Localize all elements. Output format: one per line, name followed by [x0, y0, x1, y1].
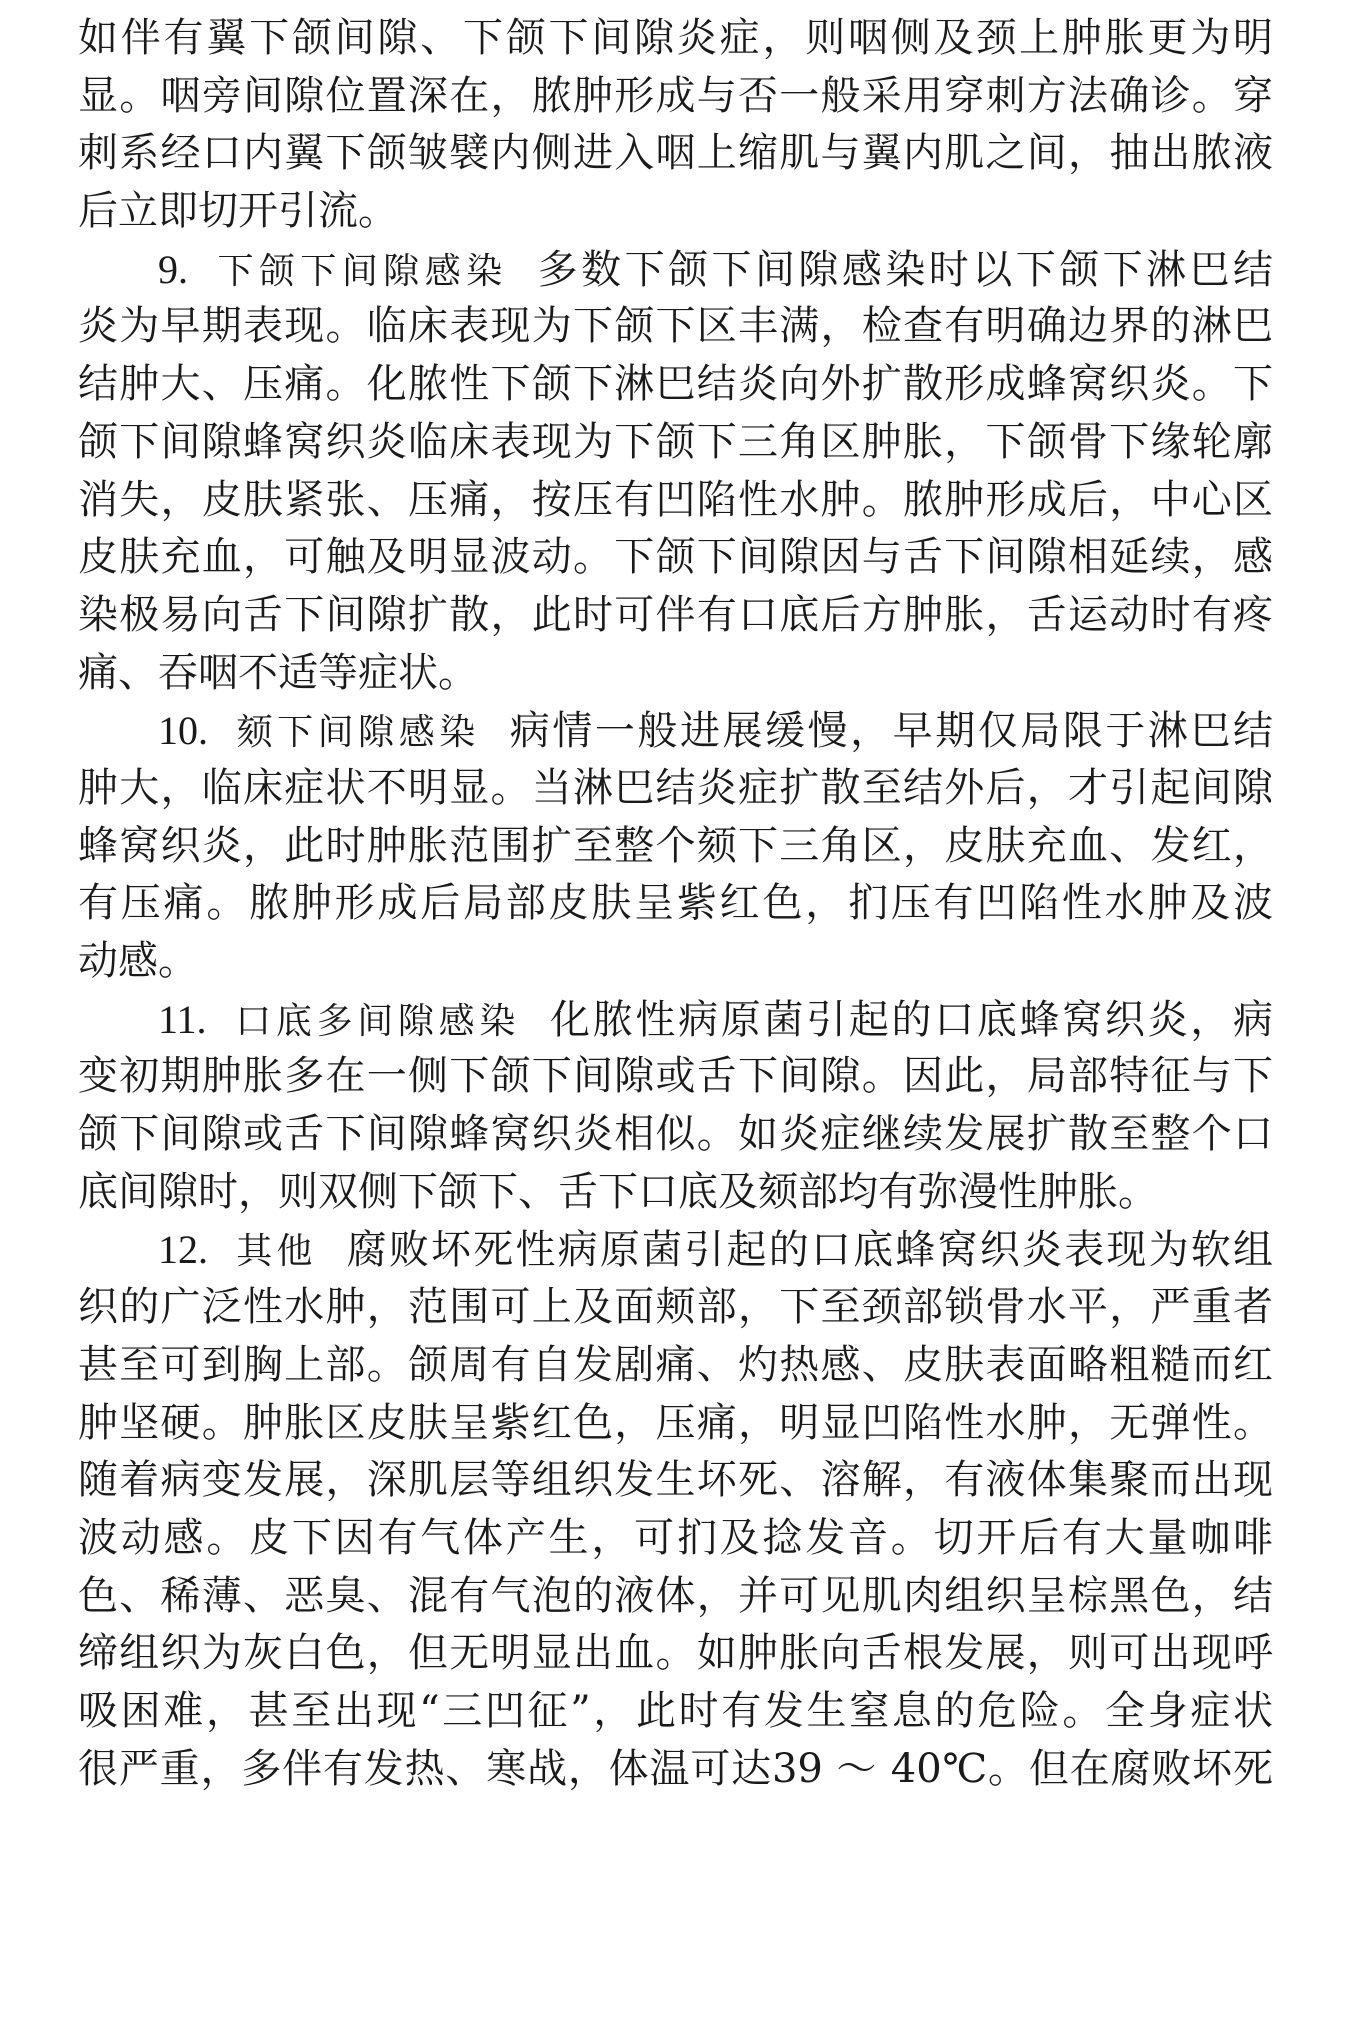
text-line: 结肿大、压痛。化脓性下颌下淋巴结炎向外扩散形成蜂窝织炎。下 [78, 361, 1273, 408]
text-line: 皮肤充血，可触及明显波动。下颌下间隙因与舌下间隙相延续，感 [78, 534, 1273, 581]
text-line: 颌下间隙蜂窝织炎临床表现为下颌下三角区肿胀，下颌骨下缘轮廓 [78, 418, 1273, 465]
section-heading: 口底多间隙感染 [232, 1000, 521, 1042]
text-line: 如伴有翼下颌间隙、下颌下间隙炎症，则咽侧及颈上肿胀更为明 [78, 15, 1273, 61]
text-line: 缔组织为灰白色，但无明显出血。如肿胀向舌根发展，则可出现呼 [78, 1630, 1273, 1677]
section-heading: 颏下间隙感染 [234, 712, 480, 754]
section-heading: 下颌下间隙感染 [214, 250, 508, 292]
text-line: 织的广泛性水肿，范围可上及面颊部，下至颈部锁骨水平，严重者 [78, 1284, 1273, 1331]
text-line [78, 702, 1273, 760]
section-number: 10. [158, 708, 208, 754]
text-line: 甚至可到胸上部。颌周有自发剧痛、灼热感、皮肤表面略粗糙而红 [78, 1341, 1273, 1388]
section-number: 12. [158, 1227, 208, 1273]
line-text: 多数下颌下间隙感染时以下颌下淋巴结 [537, 246, 1273, 293]
paragraph-section-9 [78, 241, 1273, 703]
text-line: 波动感。皮下因有气体产生，可扪及捻发音。切开后有大量咖啡 [78, 1514, 1273, 1561]
text-line: 随着病变发展，深肌层等组织发生坏死、溶解，有液体集聚而出现 [78, 1457, 1273, 1504]
text-line: 痛、吞咽不适等症状。 [78, 649, 478, 696]
text-line [78, 991, 1273, 1049]
text-line: 蜂窝织炎，此时肿胀范围扩至整个颏下三角区，皮肤充血、发红， [78, 822, 1273, 869]
text-line [78, 241, 1273, 299]
text-line: 变初期肿胀多在一侧下颌下间隙或舌下间隙。因此，局部特征与下 [78, 1053, 1273, 1100]
text-line: 底间隙时，则双侧下颌下、舌下口底及颏部均有弥漫性肿胀。 [78, 1168, 1158, 1215]
text-line: 动感。 [78, 938, 198, 984]
section-number: 11. [158, 996, 207, 1042]
line-text: 化脓性病原菌引起的口底蜂窝织炎，病 [550, 996, 1273, 1043]
text-line: 吸困难，甚至出现“三凹征”，此时有发生窒息的危险。全身症状 [78, 1687, 1273, 1734]
text-line: 显。咽旁间隙位置深在，脓肿形成与否一般采用穿刺方法确诊。穿 [78, 72, 1273, 119]
text-line: 消失，皮肤紧张、压痛，按压有凹陷性水肿。脓肿形成后，中心区 [78, 476, 1273, 523]
text-line: 染极易向舌下间隙扩散，此时可伴有口底后方肿胀，舌运动时有疼 [78, 591, 1273, 638]
document-page [78, 10, 1273, 1798]
paragraph-section-11 [78, 991, 1273, 1222]
text-line: 色、稀薄、恶臭、混有气泡的液体，并可见肌肉组织呈棕黑色，结 [78, 1572, 1273, 1619]
text-line: 炎为早期表现。临床表现为下颌下区丰满，检查有明确边界的淋巴 [78, 303, 1273, 350]
line-text: 病情一般进展缓慢，早期仅局限于淋巴结 [509, 708, 1273, 755]
text-line: 后立即切开引流。 [78, 188, 398, 235]
text-line [78, 1221, 1273, 1279]
text-line: 肿大，临床症状不明显。当淋巴结炎症扩散至结外后，才引起间隙 [78, 764, 1273, 811]
section-number: 9. [158, 246, 188, 292]
paragraph-section-10 [78, 702, 1273, 990]
text-line: 有压痛。脓肿形成后局部皮肤呈紫红色，扪压有凹陷性水肿及波 [78, 880, 1273, 927]
text-line: 很严重，多伴有发热、寒战，体温可达39 ～ 40℃。但在腐败坏死 [78, 1745, 1273, 1792]
text-line: 刺系经口内翼下颌皱襞内侧进入咽上缩肌与翼内肌之间，抽出脓液 [78, 130, 1273, 177]
paragraph [78, 10, 1273, 241]
line-text: 腐败坏死性病原菌引起的口底蜂窝织炎表现为软组 [346, 1227, 1273, 1274]
paragraph-section-12 [78, 1221, 1273, 1798]
section-heading: 其他 [234, 1231, 317, 1273]
text-line: 颌下间隙或舌下间隙蜂窝织炎相似。如炎症继续发展扩散至整个口 [78, 1111, 1273, 1158]
text-line: 肿坚硬。肿胀区皮肤呈紫红色，压痛，明显凹陷性水肿，无弹性。 [78, 1399, 1273, 1446]
